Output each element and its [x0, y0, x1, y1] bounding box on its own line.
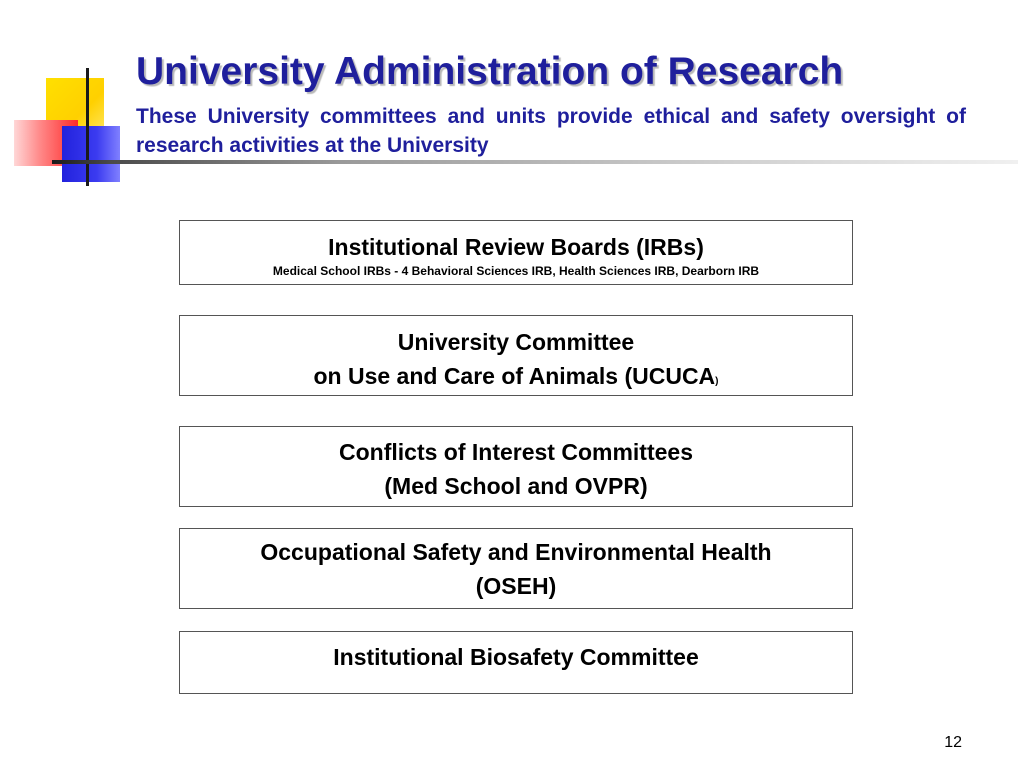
- irb-box: [179, 220, 853, 285]
- ucuca-box-line2-wrapper: [180, 359, 852, 399]
- ucuca-box-line1: University Committee: [397, 329, 635, 355]
- oseh-box-line1: Occupational Safety and Environmental Health: [260, 539, 772, 565]
- ucuca-box-suffix: ): [715, 376, 719, 387]
- conflicts-box-line1: Conflicts of Interest Committees: [339, 439, 693, 465]
- conflicts-box: [179, 426, 853, 507]
- blue-square-decoration: [62, 126, 120, 182]
- ucuca-box: [179, 315, 853, 396]
- oseh-box: [179, 528, 853, 609]
- slide-title: University Administration of Research: [136, 50, 844, 93]
- irb-box-title: Institutional Review Boards (IRBs): [328, 234, 704, 260]
- irb-box-detail: Medical School IRBs - 4 Behavioral Sciences IRB, Health Sciences IRB, Dearborn IRB: [272, 264, 760, 278]
- page-number: 12: [944, 734, 962, 751]
- vertical-line-decoration: [86, 68, 89, 186]
- oseh-box-line2: (OSEH): [475, 573, 557, 599]
- biosafety-box-line1: Institutional Biosafety Committee: [333, 644, 699, 670]
- slide-subtitle: These University committees and units provide ethical and safety oversight of research activities at the University: [136, 105, 966, 157]
- conflicts-box-line2: (Med School and OVPR): [384, 473, 648, 499]
- biosafety-box: [179, 631, 853, 694]
- ucuca-box-line2: on Use and Care of Animals (UCUCA: [313, 363, 716, 389]
- horizontal-rule-decoration: [52, 160, 1018, 164]
